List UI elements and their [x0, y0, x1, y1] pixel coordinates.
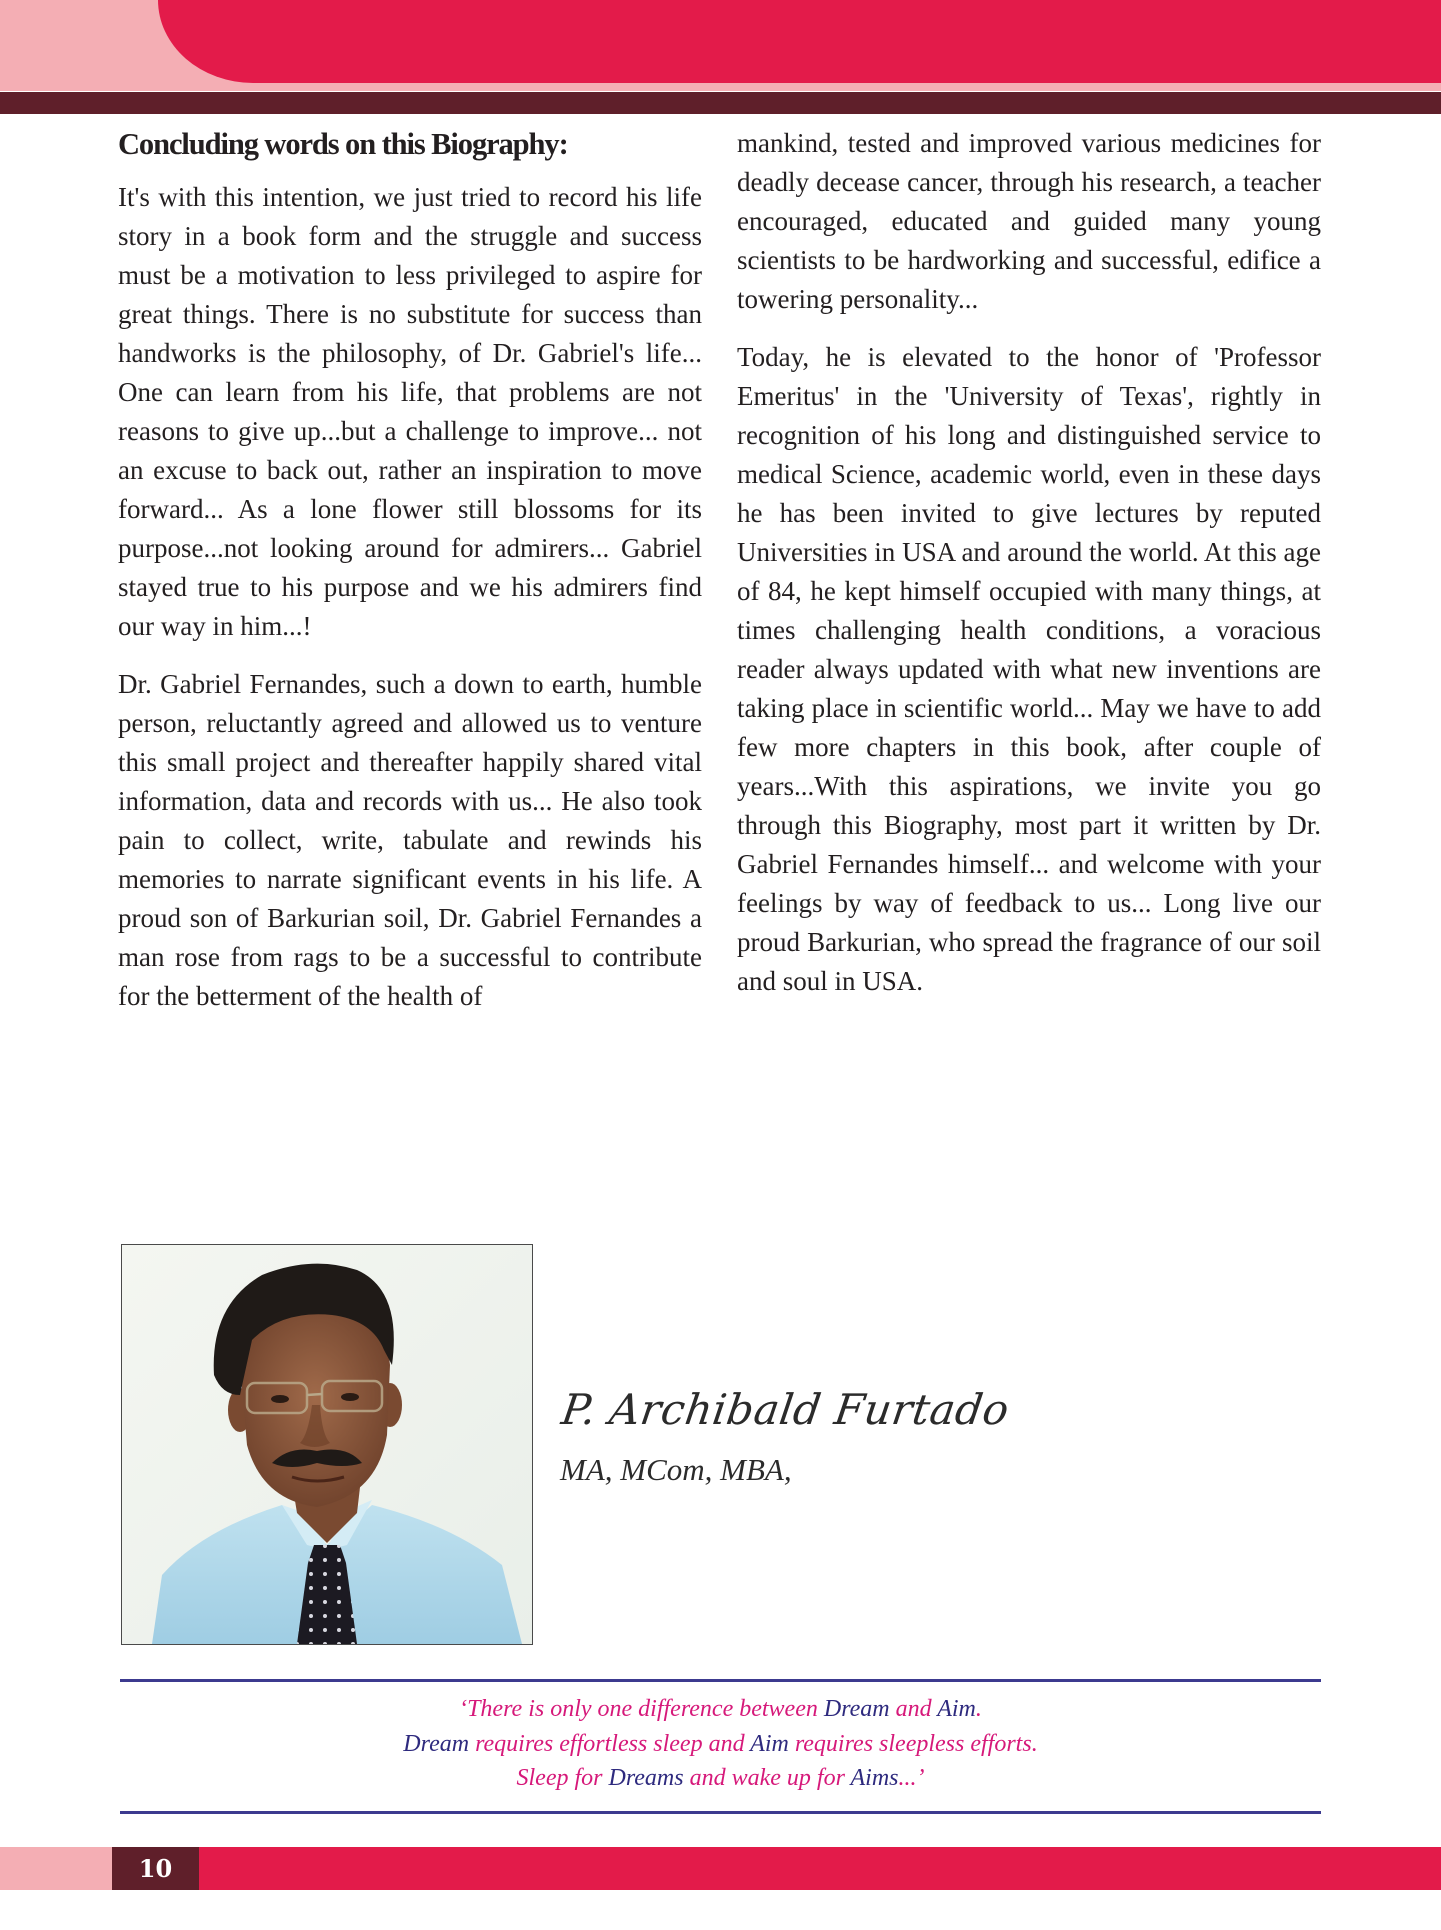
quote-line: [120, 1761, 1321, 1796]
header-band-dark: [0, 92, 1441, 114]
right-column: [737, 124, 1321, 1020]
paragraph: Today, he is elevated to the honor of 'Professor Emeritus' in the 'University of Texas', rightly in recognition of his long and distinguished service to medical Science, academic world, even in these days he has been invited to give lectures by reputed Universities in USA and around the world. At this age of 84, he kept himself occupied with many things, at times challenging health conditions, a voracious reader always updated with what new inventions are taking place in scientific world... May we have to add few more chapters in this book, after couple of years...With this aspirations, we invite you go through this Biography, most part it written by Dr. Gabriel Fernandes himself... and welcome with your feelings by way of feedback to us... Long live our proud Barkurian, who spread the fragrance of our soil and soul in USA.: [737, 342, 1321, 996]
quote-keyword: Aim: [750, 1730, 789, 1757]
quote-keyword: Aims: [850, 1765, 899, 1791]
quote-text: .: [975, 1696, 982, 1722]
quote-block: [120, 1692, 1321, 1796]
header-banner-red: [158, 0, 1441, 83]
footer-band-pink: [0, 1847, 112, 1890]
quote-text: Sleep for: [516, 1765, 609, 1791]
quote-line: [120, 1692, 1321, 1727]
portrait-illustration: [122, 1245, 532, 1644]
paragraph: It's with this intention, we just tried to record his life story in a book form and the struggle and success must be a motivation to less privileged to aspire for great things. There is no substitute for success than handworks is the philosophy, of Dr. Gabriel's life... One can learn from his life, that problems are not reasons to give up...but a challenge to improve... not an excuse to back out, rather an inspiration to move forward... As a lone flower still blossoms for its purpose...not looking around for admirers... Gabriel stayed true to his purpose and we his admirers find our way in him...!: [118, 182, 702, 641]
quote-keyword: Dream: [403, 1730, 470, 1757]
quote-text: and wake up for: [683, 1765, 851, 1791]
quote-text: requires effortless sleep and: [469, 1730, 751, 1757]
quote-keyword: Aim: [937, 1696, 976, 1722]
author-signature: P. Archibald Furtado: [558, 1385, 1013, 1434]
author-credentials: MA, MCom, MBA,: [560, 1452, 792, 1487]
paragraph: mankind, tested and improved various medicines for deadly decease cancer, through his research, a teacher encouraged, educated and guided many young scientists to be hardworking and successful, edifice a towering personality...: [737, 128, 1321, 314]
footer-band-red: [199, 1847, 1441, 1890]
quote-rule-bottom: [120, 1811, 1321, 1814]
quote-line: [120, 1727, 1321, 1762]
section-heading: Concluding words on this Biography:: [118, 127, 568, 161]
quote-keyword: Dream: [823, 1696, 890, 1722]
quote-text: ...’: [898, 1765, 925, 1791]
paragraph: Dr. Gabriel Fernandes, such a down to earth, humble person, reluctantly agreed and allowed us to venture this small project and thereafter happily shared vital information, data and records with us... He also took pain to collect, write, tabulate and rewinds his memories to narrate significant events in his life. A proud son of Barkurian soil, Dr. Gabriel Fernandes a man rose from rags to be a successful to contribute for the betterment of the health of: [118, 669, 702, 1011]
quote-keyword: Dreams: [608, 1765, 684, 1791]
quote-text: ‘There is only one difference between: [459, 1696, 824, 1722]
left-column: [118, 124, 702, 1035]
author-photo: [121, 1244, 533, 1645]
quote-text: requires sleepless efforts.: [788, 1730, 1038, 1757]
quote-rule-top: [120, 1679, 1321, 1682]
page-number: 10: [112, 1847, 199, 1890]
quote-text: and: [889, 1696, 938, 1722]
